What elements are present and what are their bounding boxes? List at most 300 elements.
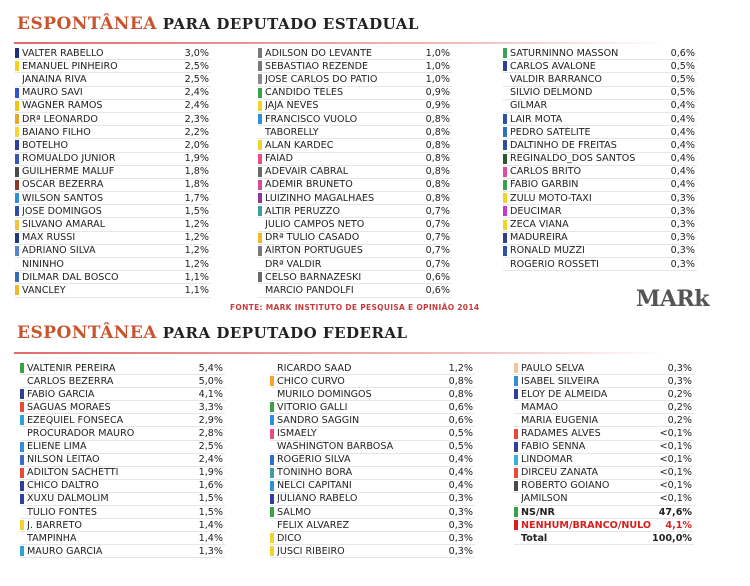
- candidate-value: 100,0%: [652, 532, 692, 544]
- color-marker: [20, 442, 24, 452]
- color-marker: [270, 389, 274, 399]
- candidate-name: MARIA EUGENIA: [521, 414, 599, 426]
- candidate-value: 1,9%: [198, 467, 223, 479]
- candidate-value: 0,2%: [667, 414, 692, 426]
- color-marker: [258, 285, 262, 295]
- candidate-name: CARLOS BEZERRA: [27, 375, 114, 387]
- candidate-name: ZECA VIANA: [510, 219, 569, 231]
- candidate-name: XUXU DALMOLIM: [27, 493, 109, 505]
- candidate-value: <0,1%: [659, 441, 692, 453]
- table-row: [15, 139, 211, 152]
- table-row: [15, 100, 211, 113]
- table-row: [503, 232, 697, 245]
- color-marker: [20, 481, 24, 491]
- table-row: [514, 506, 694, 519]
- candidate-value: 0,8%: [448, 375, 473, 387]
- candidate-name: MAX RUSSI: [22, 232, 76, 244]
- candidate-value: 0,3%: [670, 258, 695, 270]
- candidate-name: JULIANO RABELO: [277, 493, 358, 505]
- candidate-value: 0,3%: [448, 506, 473, 518]
- candidate-name: CELSO BARNAZESKI: [265, 271, 362, 283]
- candidate-value: 0,4%: [670, 113, 695, 125]
- table-row: [20, 388, 225, 401]
- candidate-name: DRª TULIO CASADO: [265, 232, 360, 244]
- candidate-value: 1,1%: [184, 271, 209, 283]
- table-row: [15, 60, 211, 73]
- table-row: [270, 441, 475, 454]
- table-row: [503, 100, 697, 113]
- candidate-name: EMANUEL PINHEIRO: [22, 60, 118, 72]
- table-row: [503, 218, 697, 231]
- estadual-column-1: [15, 47, 211, 298]
- color-marker: [258, 61, 262, 71]
- federal-column-3: [514, 362, 694, 545]
- table-row: [258, 47, 452, 60]
- table-row: [20, 375, 225, 388]
- color-marker: [15, 220, 19, 230]
- color-marker: [258, 74, 262, 84]
- candidate-value: 0,3%: [670, 192, 695, 204]
- color-marker: [503, 48, 507, 58]
- table-row: [258, 284, 452, 297]
- candidate-name: ADILTON SACHETTI: [27, 467, 119, 479]
- candidate-name: FÉLIX ALVAREZ: [277, 519, 350, 531]
- candidate-value: 0,7%: [425, 232, 450, 244]
- color-marker: [514, 389, 518, 399]
- candidate-value: 0,3%: [448, 493, 473, 505]
- estadual-title-accent: ESPONTÂNEA: [17, 14, 157, 34]
- candidate-name: TABORELLY: [265, 126, 319, 138]
- candidate-name: JÚLIO CAMPOS NETO: [265, 219, 365, 231]
- candidate-value: 0,6%: [448, 414, 473, 426]
- candidate-name: ADILSON DO LEVANTE: [265, 47, 372, 59]
- candidate-value: 2,8%: [198, 428, 223, 440]
- candidate-value: 1,2%: [184, 232, 209, 244]
- table-row: [15, 73, 211, 86]
- candidate-value: 1,0%: [425, 60, 450, 72]
- mark-logo: MARk: [636, 286, 709, 312]
- candidate-name: WAGNER RAMOS: [22, 100, 103, 112]
- candidate-value: 0,4%: [448, 480, 473, 492]
- candidate-name: Total: [521, 532, 548, 544]
- candidate-name: ISABEL SILVEIRA: [521, 375, 600, 387]
- candidate-value: 1,7%: [184, 192, 209, 204]
- color-marker: [503, 114, 507, 124]
- candidate-value: <0,1%: [659, 493, 692, 505]
- candidate-value: 0,7%: [425, 205, 450, 217]
- candidate-value: 0,8%: [448, 388, 473, 400]
- candidate-value: 2,3%: [184, 113, 209, 125]
- candidate-name: REGINALDO_DOS SANTOS: [510, 153, 636, 165]
- candidate-name: SEBASTIÃO REZENDE: [265, 60, 369, 72]
- candidate-name: MAURO GARCIA: [27, 545, 103, 557]
- color-marker: [258, 259, 262, 269]
- table-row: [15, 232, 211, 245]
- table-row: [514, 519, 694, 532]
- candidate-value: <0,1%: [659, 467, 692, 479]
- candidate-value: 0,3%: [667, 375, 692, 387]
- table-row: [270, 375, 475, 388]
- candidate-name: VALDIR BARRANCO: [510, 73, 602, 85]
- table-row: [15, 179, 211, 192]
- table-row: [514, 493, 694, 506]
- candidate-name: WASHINGTON BARBOSA: [277, 441, 394, 453]
- candidate-name: NININHO: [22, 258, 64, 270]
- table-row: [20, 414, 225, 427]
- table-row: [270, 362, 475, 375]
- candidate-value: 3,0%: [184, 47, 209, 59]
- color-marker: [20, 507, 24, 517]
- color-marker: [258, 180, 262, 190]
- table-row: [270, 414, 475, 427]
- candidate-name: NS/NR: [521, 506, 555, 518]
- candidate-value: 0,6%: [448, 401, 473, 413]
- table-row: [15, 205, 211, 218]
- color-marker: [20, 468, 24, 478]
- candidate-value: 2,4%: [184, 87, 209, 99]
- candidate-name: DRª VALDIR: [265, 258, 322, 270]
- color-marker: [270, 429, 274, 439]
- candidate-name: VALTENIR PEREIRA: [27, 362, 116, 374]
- table-row: [258, 113, 452, 126]
- color-marker: [20, 455, 24, 465]
- candidate-value: 3,3%: [198, 401, 223, 413]
- color-marker: [15, 48, 19, 58]
- table-row: [270, 388, 475, 401]
- color-marker: [15, 259, 19, 269]
- candidate-name: NELCI CAPITANI: [277, 480, 352, 492]
- candidate-name: PAULO SELVA: [521, 362, 585, 374]
- color-marker: [15, 272, 19, 282]
- color-marker: [258, 272, 262, 282]
- table-row: [270, 545, 475, 558]
- color-marker: [503, 193, 507, 203]
- candidate-name: OSCAR BEZERRA: [22, 179, 104, 191]
- candidate-name: RICARDO SAAD: [277, 362, 352, 374]
- candidate-value: 2,5%: [198, 441, 223, 453]
- color-marker: [270, 546, 274, 556]
- color-marker: [503, 140, 507, 150]
- candidate-name: ROBERTO GOIANO: [521, 480, 610, 492]
- color-marker: [258, 167, 262, 177]
- candidate-value: 1,0%: [425, 73, 450, 85]
- table-row: [503, 205, 697, 218]
- table-row: [258, 192, 452, 205]
- color-marker: [258, 101, 262, 111]
- source-note: FONTE: MARK INSTITUTO DE PESQUISA E OPINIÃO 2014: [230, 303, 480, 312]
- candidate-name: WILSON SANTOS: [22, 192, 104, 204]
- color-marker: [20, 546, 24, 556]
- candidate-value: 1,8%: [184, 166, 209, 178]
- table-row: [20, 401, 225, 414]
- federal-title-accent: ESPONTÂNEA: [17, 323, 157, 343]
- candidate-name: VALTER RABELLO: [22, 47, 104, 59]
- candidate-name: FRANCISCO VUOLO: [265, 113, 358, 125]
- candidate-name: SILVANO AMARAL: [22, 219, 106, 231]
- candidate-name: ROGÉRIO ROSSETI: [510, 258, 599, 270]
- candidate-name: VITORIO GALLI: [277, 401, 348, 413]
- candidate-value: 2,2%: [184, 126, 209, 138]
- candidate-value: 0,3%: [670, 205, 695, 217]
- table-row: [270, 480, 475, 493]
- candidate-name: DILMAR DAL BOSCO: [22, 271, 119, 283]
- table-row: [15, 153, 211, 166]
- candidate-value: 0,3%: [670, 232, 695, 244]
- table-row: [270, 506, 475, 519]
- table-row: [258, 100, 452, 113]
- candidate-value: 0,6%: [670, 47, 695, 59]
- candidate-value: 1,6%: [198, 480, 223, 492]
- table-row: [15, 284, 211, 297]
- table-row: [15, 87, 211, 100]
- table-row: [503, 87, 697, 100]
- candidate-value: 0,5%: [670, 73, 695, 85]
- color-marker: [258, 246, 262, 256]
- table-row: [15, 166, 211, 179]
- candidate-value: 2,9%: [198, 414, 223, 426]
- candidate-value: 2,4%: [198, 454, 223, 466]
- color-marker: [15, 285, 19, 295]
- candidate-value: 1,4%: [198, 532, 223, 544]
- color-marker: [15, 154, 19, 164]
- table-row: [503, 179, 697, 192]
- color-marker: [20, 363, 24, 373]
- table-row: [258, 60, 452, 73]
- candidate-name: DIRCEU ZANATA: [521, 467, 599, 479]
- color-marker: [270, 376, 274, 386]
- color-marker: [270, 520, 274, 530]
- candidate-value: 0,8%: [425, 153, 450, 165]
- color-marker: [270, 402, 274, 412]
- table-row: [514, 427, 694, 440]
- color-marker: [20, 415, 24, 425]
- candidate-name: SATURNINNO MASSON: [510, 47, 619, 59]
- candidate-value: 1,2%: [184, 258, 209, 270]
- table-row: [15, 192, 211, 205]
- estadual-title-rest: PARA DEPUTADO ESTADUAL: [156, 15, 419, 33]
- candidate-name: CHICO DALTRO: [27, 480, 99, 492]
- color-marker: [15, 180, 19, 190]
- table-row: [514, 414, 694, 427]
- table-row: [258, 166, 452, 179]
- color-marker: [15, 114, 19, 124]
- table-row: [258, 179, 452, 192]
- color-marker: [20, 533, 24, 543]
- table-row: [258, 73, 452, 86]
- candidate-value: 1,5%: [198, 493, 223, 505]
- candidate-name: FABIO GARCIA: [27, 388, 95, 400]
- table-row: [270, 532, 475, 545]
- candidate-name: JAJÁ NEVES: [265, 100, 319, 112]
- table-row: [20, 362, 225, 375]
- candidate-value: 5,4%: [198, 362, 223, 374]
- federal-title-rest: PARA DEPUTADO FEDERAL: [156, 324, 408, 342]
- color-marker: [20, 494, 24, 504]
- candidate-value: 0,5%: [670, 87, 695, 99]
- color-marker: [270, 455, 274, 465]
- candidate-value: 1,3%: [198, 545, 223, 557]
- table-row: [258, 126, 452, 139]
- color-marker: [15, 233, 19, 243]
- color-marker: [514, 481, 518, 491]
- candidate-value: 0,8%: [425, 113, 450, 125]
- color-marker: [503, 88, 507, 98]
- table-row: [503, 166, 697, 179]
- candidate-value: 0,3%: [667, 362, 692, 374]
- color-marker: [20, 429, 24, 439]
- candidate-name: SILVIO DELMOND: [510, 87, 593, 99]
- table-row: [514, 441, 694, 454]
- table-row: [15, 113, 211, 126]
- color-marker: [514, 533, 518, 543]
- candidate-name: RONALD MUZZI: [510, 245, 585, 257]
- candidate-name: DALTINHO DE FREITAS: [510, 139, 617, 151]
- color-marker: [258, 193, 262, 203]
- table-row: [514, 480, 694, 493]
- candidate-name: CANDIDO TELES: [265, 87, 344, 99]
- candidate-value: 0,4%: [670, 126, 695, 138]
- color-marker: [503, 127, 507, 137]
- candidate-value: <0,1%: [659, 454, 692, 466]
- table-row: [15, 245, 211, 258]
- table-row: [20, 480, 225, 493]
- color-marker: [514, 455, 518, 465]
- candidate-name: ROGÉRIO SILVA: [277, 454, 351, 466]
- table-row: [514, 362, 694, 375]
- color-marker: [258, 88, 262, 98]
- candidate-name: ADRIANO SILVA: [22, 245, 96, 257]
- federal-column-2: [270, 362, 475, 558]
- color-marker: [514, 429, 518, 439]
- color-marker: [258, 140, 262, 150]
- candidate-name: JOSÉ CARLOS DO PÁTIO: [265, 73, 378, 85]
- color-marker: [503, 154, 507, 164]
- color-marker: [258, 48, 262, 58]
- candidate-value: 0,7%: [425, 219, 450, 231]
- candidate-name: CARLOS AVALONE: [510, 60, 596, 72]
- table-row: [258, 87, 452, 100]
- candidate-name: FABIO SENNA: [521, 441, 586, 453]
- candidate-name: ADEVAIR CABRAL: [265, 166, 349, 178]
- color-marker: [514, 520, 518, 530]
- color-marker: [15, 127, 19, 137]
- candidate-value: 0,5%: [448, 428, 473, 440]
- candidate-value: 0,2%: [667, 388, 692, 400]
- candidate-name: DEUCIMAR: [510, 205, 562, 217]
- color-marker: [503, 61, 507, 71]
- table-row: [514, 375, 694, 388]
- table-row: [20, 493, 225, 506]
- candidate-name: LUIZINHO MAGALHAES: [265, 192, 375, 204]
- candidate-value: 0,7%: [425, 258, 450, 270]
- estadual-column-2: [258, 47, 452, 298]
- table-row: [503, 126, 697, 139]
- candidate-name: MAURO SAVI: [22, 87, 83, 99]
- color-marker: [270, 481, 274, 491]
- candidate-value: 0,4%: [448, 467, 473, 479]
- candidate-name: EZEQUIEL FONSECA: [27, 414, 124, 426]
- color-marker: [514, 494, 518, 504]
- table-row: [15, 218, 211, 231]
- candidate-value: 0,3%: [448, 519, 473, 531]
- color-marker: [514, 363, 518, 373]
- candidate-name: AIRTON PORTUGUÊS: [265, 245, 363, 257]
- candidate-name: CARLOS BRITO: [510, 166, 582, 178]
- candidate-name: NENHUM/BRANCO/NULO: [521, 519, 652, 531]
- table-row: [503, 113, 697, 126]
- candidate-value: 0,6%: [425, 284, 450, 296]
- color-marker: [270, 494, 274, 504]
- color-marker: [258, 114, 262, 124]
- table-row: [514, 454, 694, 467]
- candidate-value: 0,3%: [670, 219, 695, 231]
- table-row: [20, 454, 225, 467]
- table-row: [20, 519, 225, 532]
- table-row: [258, 139, 452, 152]
- color-marker: [258, 233, 262, 243]
- color-marker: [514, 507, 518, 517]
- candidate-value: 0,2%: [667, 401, 692, 413]
- candidate-name: ALAN KARDEC: [265, 139, 334, 151]
- color-marker: [503, 167, 507, 177]
- candidate-value: 0,8%: [425, 179, 450, 191]
- candidate-value: 0,7%: [425, 245, 450, 257]
- candidate-name: JAMILSON: [521, 493, 568, 505]
- table-row: [503, 73, 697, 86]
- candidate-name: BAIANO FILHO: [22, 126, 91, 138]
- candidate-value: 0,3%: [448, 545, 473, 557]
- color-marker: [270, 468, 274, 478]
- color-marker: [503, 74, 507, 84]
- table-row: [15, 47, 211, 60]
- candidate-name: TÚLIO FONTES: [27, 506, 97, 518]
- candidate-value: 0,8%: [425, 166, 450, 178]
- candidate-name: CHICO CURVO: [277, 375, 345, 387]
- candidate-name: JUSCI RIBEIRO: [277, 545, 345, 557]
- candidate-value: 0,6%: [425, 271, 450, 283]
- candidate-value: <0,1%: [659, 480, 692, 492]
- candidate-value: 0,9%: [425, 87, 450, 99]
- color-marker: [514, 415, 518, 425]
- candidate-value: 0,5%: [448, 441, 473, 453]
- color-marker: [15, 140, 19, 150]
- color-marker: [15, 193, 19, 203]
- table-row: [503, 60, 697, 73]
- candidate-value: <0,1%: [659, 428, 692, 440]
- candidate-name: LINDOMAR: [521, 454, 573, 466]
- table-row: [503, 245, 697, 258]
- candidate-value: 0,8%: [425, 192, 450, 204]
- candidate-name: ALTIR PERUZZO: [265, 205, 341, 217]
- color-marker: [270, 442, 274, 452]
- table-row: [258, 205, 452, 218]
- candidate-value: 0,9%: [425, 100, 450, 112]
- candidate-value: 1,2%: [448, 362, 473, 374]
- candidate-value: 0,4%: [670, 179, 695, 191]
- table-row: [15, 258, 211, 271]
- table-row: [514, 467, 694, 480]
- candidate-name: JOSÉ DOMINGOS: [22, 205, 102, 217]
- table-row: [514, 388, 694, 401]
- table-row: [20, 506, 225, 519]
- color-marker: [15, 167, 19, 177]
- candidate-value: 2,4%: [184, 100, 209, 112]
- candidate-value: 0,8%: [425, 126, 450, 138]
- candidate-value: 2,5%: [184, 60, 209, 72]
- color-marker: [503, 101, 507, 111]
- candidate-name: RADAMES ALVES: [521, 428, 601, 440]
- candidate-name: LAIR MOTA: [510, 113, 563, 125]
